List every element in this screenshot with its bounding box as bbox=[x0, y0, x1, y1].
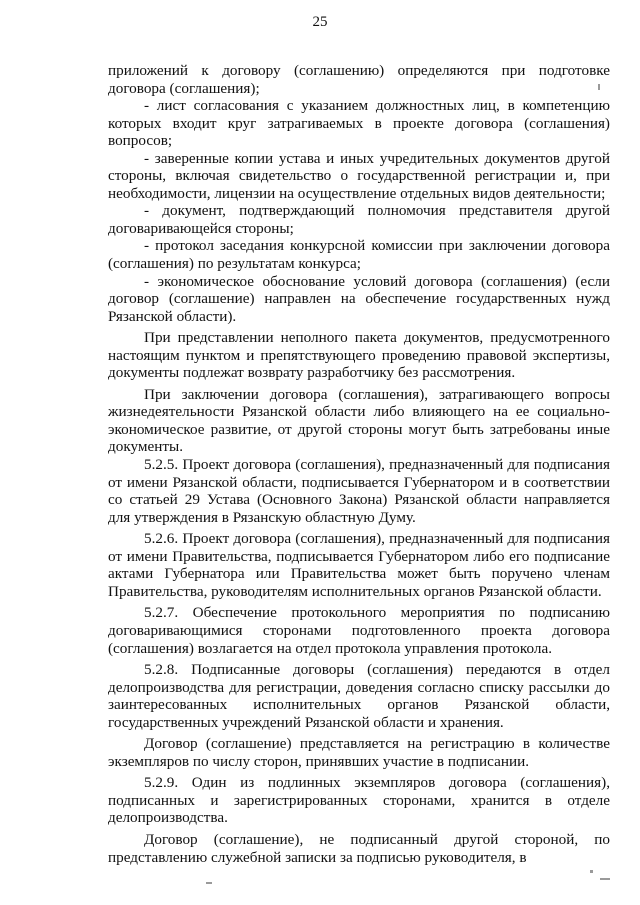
paragraph: - документ, подтверждающий полномочия представителя другой договаривающейся стороны; bbox=[108, 202, 610, 237]
scan-mark bbox=[598, 84, 600, 90]
scan-mark bbox=[600, 878, 610, 880]
paragraph: 5.2.8. Подписанные договоры (соглашения) передаются в отдел делопроизводства для регистрации, доведения согласно списку рассылки до заинтересованных исполнительных органов Рязанской области, государственных учреждений Рязанской области и хранения. bbox=[108, 661, 610, 731]
paragraph: - протокол заседания конкурсной комиссии при заключении договора (соглашения) по результатам конкурса; bbox=[108, 237, 610, 273]
paragraph: Договор (соглашение), не подписанный другой стороной, по представлению служебной записки за подписью руководителя, в bbox=[108, 830, 610, 866]
paragraph: - заверенные копии устава и иных учредительных документов другой стороны, включая свидетельство о государственной регистрации и, при необходимости, лицензии на осуществление отдельных видов деятельности; bbox=[108, 149, 610, 202]
scan-mark bbox=[590, 870, 593, 873]
paragraph: приложений к договору (соглашению) определяются при подготовке договора (соглашения); bbox=[108, 62, 610, 97]
paragraph: 5.2.6. Проект договора (соглашения), предназначенный для подписания от имени Правительства, подписывается Губернатором либо его подписание актами Губернатора или Правительства может быть поручено членам Правительства, руководителям исполнительных органов Рязанской области. bbox=[108, 530, 610, 600]
paragraph: 5.2.5. Проект договора (соглашения), предназначенный для подписания от имени Рязанской области, подписывается Губернатором и в соответствии со статьей 29 Устава (Основного Закона) Рязанской области направляется для утверждения в Рязанскую областную Думу. bbox=[108, 456, 610, 526]
paragraph: 5.2.9. Один из подлинных экземпляров договора (соглашения), подписанных и зарегистрированных сторонами, хранится в отделе делопроизводства. bbox=[108, 774, 610, 827]
page-number: 25 bbox=[312, 14, 328, 30]
paragraph: 5.2.7. Обеспечение протокольного мероприятия по подписанию договаривающимися сторонами подготовленного проекта договора (соглашения) возлагается на отдел протокола управления протокола. bbox=[108, 604, 610, 657]
scan-mark bbox=[206, 882, 212, 884]
paragraph: - экономическое обоснование условий договора (соглашения) (если договор (соглашение) направлен на обеспечение государственных нужд Рязанской области). bbox=[108, 272, 610, 325]
paragraph: При заключении договора (соглашения), затрагивающего вопросы жизнедеятельности Рязанской области либо влияющего на ее социально-экономическое развитие, от другой стороны могут быть затребованы иные документы. bbox=[108, 385, 610, 456]
document-body bbox=[108, 62, 610, 866]
paragraph: - лист согласования с указанием должностных лиц, в компетенцию которых входит круг затрагиваемых в проекте договора (соглашения) вопросов; bbox=[108, 97, 610, 150]
paragraph: Договор (соглашение) представляется на регистрацию в количестве экземпляров по числу сторон, принявших участие в подписании. bbox=[108, 735, 610, 770]
paragraph: При представлении неполного пакета документов, предусмотренного настоящим пунктом и препятствующего проведению правовой экспертизы, документы подлежат возврату разработчику без рассмотрения. bbox=[108, 329, 610, 382]
